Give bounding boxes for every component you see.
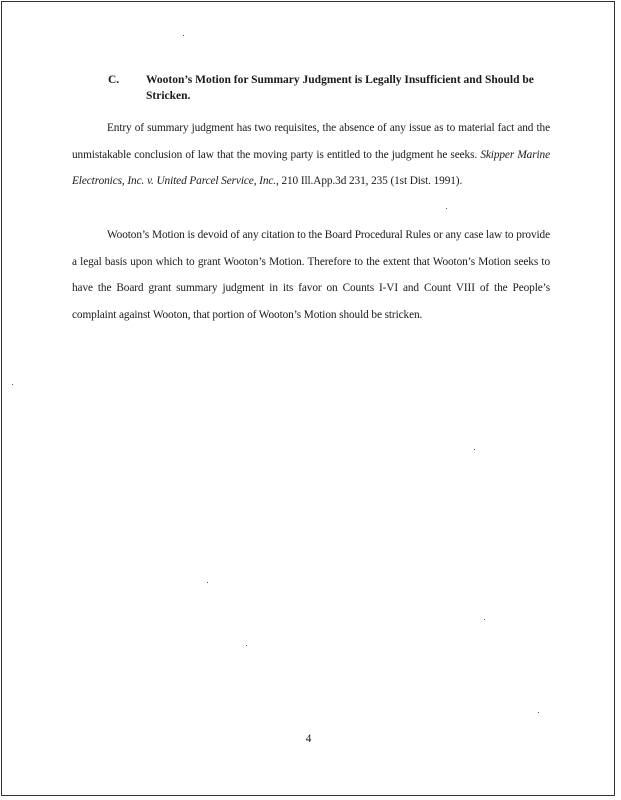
scan-speck [538, 712, 539, 713]
scan-speck [446, 208, 447, 209]
paragraph-motion-devoid: Wooton’s Motion is devoid of any citation to the Board Procedural Rules or any case law to provide a legal basis upon which to grant Wooton’s Motion. Therefore to the extent that Wooton’s Motion seeks to have the Board grant summary judgment in its favor on Counts I-VI and Count VIII of the People’s complaint against Wooton, that portion of Wooton’s Motion should be stricken. [72, 229, 550, 321]
citation-reporter: , 210 Ill.App.3d 231, 235 (1st Dist. 1991). [276, 175, 463, 187]
scan-speck [207, 582, 208, 583]
scan-speck [183, 35, 184, 36]
paragraph-summary-judgment-requisites [72, 115, 550, 195]
case-citation: Skipper Marine Electronics, Inc. v. United Parcel Service, Inc. [72, 148, 550, 187]
page-number: 4 [305, 733, 312, 745]
scan-speck [474, 449, 475, 450]
section-letter: C. [108, 74, 120, 86]
scan-speck [246, 645, 247, 646]
scan-speck [12, 384, 13, 385]
section-title: Wooton’s Motion for Summary Judgment is Legally Insufficient and Should be Stricken. [146, 74, 534, 102]
paragraph-text: Entry of summary judgment has two requisites, the absence of any issue as to material fact and the unmistakable conclusion of law that the moving party is entitled to the judgment he seeks. [72, 122, 550, 161]
scan-speck [484, 619, 485, 620]
